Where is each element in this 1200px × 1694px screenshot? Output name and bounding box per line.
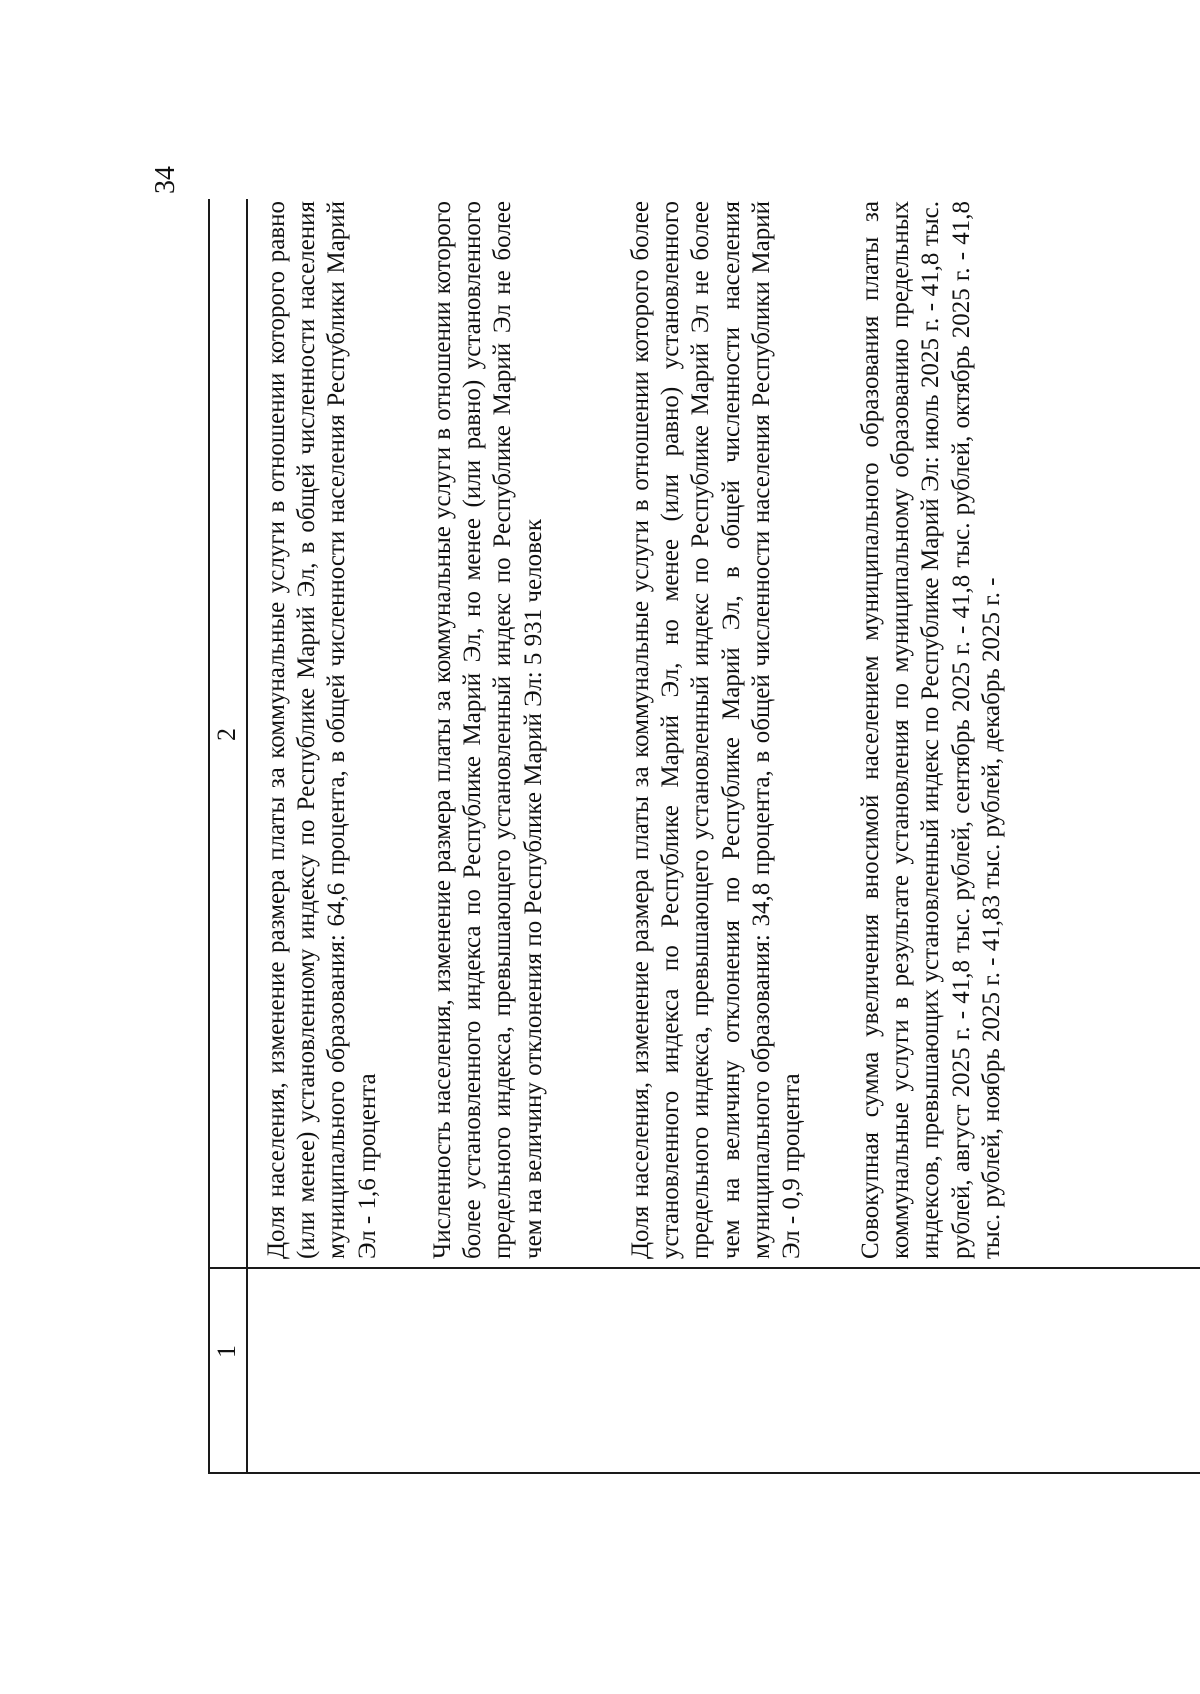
column-header-2: 2 <box>212 728 241 741</box>
table-row-4-text: Совокупная сумма увеличения вносимой населением муниципального образования платы за коммунальные услуги в результате установления по муниципальному образованию предельных индексов, превышающих установленный индекс по Республике Марий Эл: июль 2025 г. - 41,8 тыс. рублей, август 2025 г. - 41,8 тыс. рублей, сентябрь 2025 г. - 41,8 тыс. рублей, октябрь 2025 г. - 41,8 тыс. рублей, ноябрь 2025 г. - 41,83 тыс. рублей, декабрь 2025 г. - <box>857 201 1005 1259</box>
table-row-3-text: Доля населения, изменение размера платы за коммунальные услуги в отношении которого более установленного индекса по Республике Марий Эл, но менее (или равно) установленного предельного индекса, превышающего установленный индекс по Республике Марий Эл не более чем на величину отклонения по Республике Марий Эл, в общей численности населения муниципального образования: 34,8 процента, в общей численности населения Республики Марий Эл - 0,9 процента <box>627 201 806 1259</box>
column-divider <box>208 1268 1200 1270</box>
table-row-2-text: Численность населения, изменение размера платы за коммунальные услуги в отношении которого более установленного индекса по Республике Марий Эл, но менее (или равно) установленного предельного индекса, превышающего установленный индекс по Республике Марий Эл не более чем на величину отклонения по Республике Марий Эл: 5 931 человек <box>429 201 547 1259</box>
table-row-1-text: Доля населения, изменение размера платы за коммунальные услуги в отношении которого равно (или менее) установленному индексу по Республике Марий Эл, в общей численности населения муниципального образования: 64,6 процента, в общей численности населения Республики Марий Эл - 1,6 процента <box>263 201 381 1259</box>
column-header-1: 1 <box>212 1345 241 1358</box>
header-row-divider <box>246 199 248 1474</box>
table-top-border <box>208 199 210 1474</box>
page-number: 34 <box>150 166 181 194</box>
table-left-border <box>208 1473 1200 1475</box>
